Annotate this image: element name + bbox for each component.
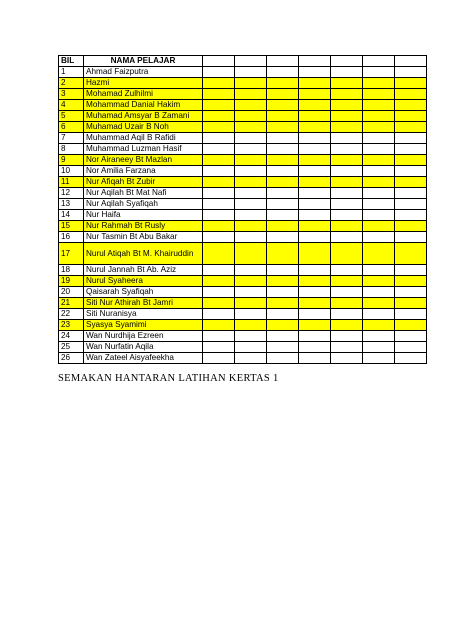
blank-check-cell <box>235 331 267 342</box>
blank-check-cell <box>331 188 363 199</box>
blank-check-cell <box>331 210 363 221</box>
blank-check-cell <box>203 298 235 309</box>
blank-check-cell <box>267 100 299 111</box>
blank-check-cell <box>395 331 427 342</box>
blank-check-cell <box>395 265 427 276</box>
blank-check-cell <box>363 144 395 155</box>
blank-check-cell <box>235 155 267 166</box>
blank-check-cell <box>203 67 235 78</box>
table-row <box>59 78 427 89</box>
blank-check-cell <box>267 232 299 243</box>
blank-check-cell <box>363 122 395 133</box>
blank-check-cell <box>331 177 363 188</box>
blank-check-cell <box>299 342 331 353</box>
blank-check-cell <box>363 89 395 100</box>
cell-bil: 16 <box>59 232 84 243</box>
blank-check-cell <box>363 221 395 232</box>
blank-check-cell <box>363 331 395 342</box>
blank-check-cell <box>203 232 235 243</box>
blank-check-cell <box>203 320 235 331</box>
table-row <box>59 309 427 320</box>
cell-student-name: Wan Nurfatin Aqila <box>84 342 203 353</box>
blank-check-cell <box>299 177 331 188</box>
blank-check-cell <box>203 199 235 210</box>
blank-check-cell <box>331 287 363 298</box>
blank-check-cell <box>363 265 395 276</box>
blank-check-cell <box>331 232 363 243</box>
blank-check-cell <box>299 144 331 155</box>
blank-check-cell <box>299 210 331 221</box>
blank-check-cell <box>267 177 299 188</box>
blank-check-cell <box>395 199 427 210</box>
cell-student-name: Muhammad Aqil B Rafidi <box>84 133 203 144</box>
blank-check-cell <box>203 221 235 232</box>
cell-bil: 7 <box>59 133 84 144</box>
blank-check-cell <box>235 221 267 232</box>
blank-check-cell <box>203 122 235 133</box>
blank-check-cell <box>395 298 427 309</box>
blank-check-cell <box>299 199 331 210</box>
blank-check-cell <box>235 89 267 100</box>
blank-check-cell <box>267 199 299 210</box>
blank-check-cell <box>363 177 395 188</box>
blank-check-cell <box>267 188 299 199</box>
blank-check-cell <box>331 144 363 155</box>
table-row <box>59 210 427 221</box>
blank-check-cell <box>363 133 395 144</box>
blank-check-cell <box>299 287 331 298</box>
blank-check-cell <box>235 243 267 265</box>
blank-check-cell <box>203 166 235 177</box>
blank-check-cell <box>395 221 427 232</box>
cell-bil: 6 <box>59 122 84 133</box>
blank-check-cell <box>203 353 235 364</box>
blank-check-cell <box>331 111 363 122</box>
blank-check-cell <box>395 210 427 221</box>
blank-check-cell <box>363 342 395 353</box>
cell-student-name: Hazmi <box>84 78 203 89</box>
header-blank-cell <box>331 56 363 67</box>
blank-check-cell <box>299 331 331 342</box>
blank-check-cell <box>235 100 267 111</box>
table-row <box>59 221 427 232</box>
blank-check-cell <box>299 353 331 364</box>
cell-bil: 4 <box>59 100 84 111</box>
blank-check-cell <box>363 67 395 78</box>
blank-check-cell <box>267 265 299 276</box>
blank-check-cell <box>235 287 267 298</box>
blank-check-cell <box>235 122 267 133</box>
blank-check-cell <box>235 320 267 331</box>
blank-check-cell <box>363 309 395 320</box>
blank-check-cell <box>267 89 299 100</box>
blank-check-cell <box>203 89 235 100</box>
blank-check-cell <box>331 122 363 133</box>
blank-check-cell <box>267 111 299 122</box>
blank-check-cell <box>395 342 427 353</box>
blank-check-cell <box>235 309 267 320</box>
blank-check-cell <box>395 309 427 320</box>
cell-student-name: Nur Rahmah Bt Rusly <box>84 221 203 232</box>
table-row <box>59 67 427 78</box>
blank-check-cell <box>331 342 363 353</box>
blank-check-cell <box>235 133 267 144</box>
header-blank-cell <box>267 56 299 67</box>
blank-check-cell <box>235 144 267 155</box>
blank-check-cell <box>395 287 427 298</box>
blank-check-cell <box>363 166 395 177</box>
blank-check-cell <box>299 243 331 265</box>
blank-check-cell <box>267 353 299 364</box>
cell-bil: 20 <box>59 287 84 298</box>
blank-check-cell <box>235 166 267 177</box>
cell-bil: 17 <box>59 243 84 265</box>
blank-check-cell <box>395 353 427 364</box>
blank-check-cell <box>299 276 331 287</box>
document-caption: SEMAKAN HANTARAN LATIHAN KERTAS 1 <box>58 373 279 384</box>
blank-check-cell <box>203 78 235 89</box>
header-blank-cell <box>363 56 395 67</box>
blank-check-cell <box>235 78 267 89</box>
cell-student-name: Nor Airaneey Bt Mazlan <box>84 155 203 166</box>
cell-student-name: Nur Aqilah Syafiqah <box>84 199 203 210</box>
blank-check-cell <box>267 144 299 155</box>
cell-bil: 21 <box>59 298 84 309</box>
blank-check-cell <box>331 199 363 210</box>
cell-student-name: Nor Amilia Farzana <box>84 166 203 177</box>
cell-bil: 13 <box>59 199 84 210</box>
cell-bil: 25 <box>59 342 84 353</box>
blank-check-cell <box>395 232 427 243</box>
blank-check-cell <box>203 309 235 320</box>
cell-student-name: Mohammad Danial Hakim <box>84 100 203 111</box>
blank-check-cell <box>267 133 299 144</box>
blank-check-cell <box>331 276 363 287</box>
blank-check-cell <box>299 133 331 144</box>
blank-check-cell <box>203 243 235 265</box>
table-header-row <box>59 56 427 67</box>
table-row <box>59 265 427 276</box>
blank-check-cell <box>299 78 331 89</box>
blank-check-cell <box>395 243 427 265</box>
cell-bil: 14 <box>59 210 84 221</box>
blank-check-cell <box>267 166 299 177</box>
cell-bil: 9 <box>59 155 84 166</box>
blank-check-cell <box>267 221 299 232</box>
cell-student-name: Wan Nurdhija Ezreen <box>84 331 203 342</box>
blank-check-cell <box>235 177 267 188</box>
cell-student-name: Muhammad Luzman Hasif <box>84 144 203 155</box>
blank-check-cell <box>331 265 363 276</box>
blank-check-cell <box>267 342 299 353</box>
blank-check-cell <box>363 243 395 265</box>
blank-check-cell <box>331 243 363 265</box>
blank-check-cell <box>363 78 395 89</box>
cell-bil: 2 <box>59 78 84 89</box>
table-row <box>59 232 427 243</box>
blank-check-cell <box>203 144 235 155</box>
cell-bil: 11 <box>59 177 84 188</box>
blank-check-cell <box>395 166 427 177</box>
blank-check-cell <box>203 155 235 166</box>
student-table <box>58 55 427 364</box>
blank-check-cell <box>235 67 267 78</box>
cell-student-name: Nurul Atiqah Bt M. Khairuddin <box>84 243 203 265</box>
cell-bil: 10 <box>59 166 84 177</box>
cell-bil: 8 <box>59 144 84 155</box>
blank-check-cell <box>235 276 267 287</box>
blank-check-cell <box>363 199 395 210</box>
cell-student-name: Nur Haifa <box>84 210 203 221</box>
blank-check-cell <box>363 298 395 309</box>
cell-student-name: Nurul Syaheera <box>84 276 203 287</box>
table-row <box>59 144 427 155</box>
blank-check-cell <box>331 320 363 331</box>
blank-check-cell <box>203 265 235 276</box>
cell-student-name: Qaisarah Syafiqah <box>84 287 203 298</box>
blank-check-cell <box>299 221 331 232</box>
blank-check-cell <box>395 188 427 199</box>
header-blank-cell <box>235 56 267 67</box>
blank-check-cell <box>267 287 299 298</box>
table-row <box>59 199 427 210</box>
blank-check-cell <box>203 177 235 188</box>
blank-check-cell <box>267 309 299 320</box>
table-row <box>59 320 427 331</box>
blank-check-cell <box>363 320 395 331</box>
blank-check-cell <box>331 133 363 144</box>
blank-check-cell <box>363 188 395 199</box>
header-bil: BIL <box>59 56 84 67</box>
table-row <box>59 89 427 100</box>
blank-check-cell <box>299 298 331 309</box>
blank-check-cell <box>299 111 331 122</box>
cell-student-name: Wan Zateel Aisyafeekha <box>84 353 203 364</box>
blank-check-cell <box>267 298 299 309</box>
blank-check-cell <box>331 155 363 166</box>
blank-check-cell <box>267 210 299 221</box>
cell-student-name: Syasya Syamimi <box>84 320 203 331</box>
blank-check-cell <box>331 166 363 177</box>
blank-check-cell <box>299 67 331 78</box>
blank-check-cell <box>203 276 235 287</box>
blank-check-cell <box>395 89 427 100</box>
cell-student-name: Mohamad Zulhilmi <box>84 89 203 100</box>
blank-check-cell <box>299 89 331 100</box>
blank-check-cell <box>203 287 235 298</box>
blank-check-cell <box>331 78 363 89</box>
blank-check-cell <box>235 265 267 276</box>
blank-check-cell <box>267 320 299 331</box>
blank-check-cell <box>203 331 235 342</box>
blank-check-cell <box>299 309 331 320</box>
blank-check-cell <box>331 67 363 78</box>
table-row <box>59 122 427 133</box>
cell-bil: 26 <box>59 353 84 364</box>
blank-check-cell <box>395 320 427 331</box>
table-row <box>59 243 427 265</box>
blank-check-cell <box>395 78 427 89</box>
blank-check-cell <box>395 133 427 144</box>
blank-check-cell <box>331 353 363 364</box>
blank-check-cell <box>299 320 331 331</box>
blank-check-cell <box>235 353 267 364</box>
blank-check-cell <box>267 78 299 89</box>
blank-check-cell <box>203 100 235 111</box>
blank-check-cell <box>331 298 363 309</box>
blank-check-cell <box>299 122 331 133</box>
table-row <box>59 298 427 309</box>
blank-check-cell <box>363 155 395 166</box>
blank-check-cell <box>299 166 331 177</box>
cell-bil: 5 <box>59 111 84 122</box>
blank-check-cell <box>235 210 267 221</box>
blank-check-cell <box>395 67 427 78</box>
blank-check-cell <box>363 276 395 287</box>
blank-check-cell <box>363 210 395 221</box>
blank-check-cell <box>395 276 427 287</box>
table-row <box>59 133 427 144</box>
blank-check-cell <box>299 232 331 243</box>
cell-student-name: Muhamad Amsyar B Zamani <box>84 111 203 122</box>
blank-check-cell <box>235 232 267 243</box>
blank-check-cell <box>235 188 267 199</box>
cell-student-name: Nurul Jannah Bt Ab. Aziz <box>84 265 203 276</box>
blank-check-cell <box>203 188 235 199</box>
table-row <box>59 100 427 111</box>
blank-check-cell <box>235 199 267 210</box>
blank-check-cell <box>363 353 395 364</box>
blank-check-cell <box>267 122 299 133</box>
cell-bil: 3 <box>59 89 84 100</box>
cell-student-name: Ahmad Faizputra <box>84 67 203 78</box>
cell-student-name: Nur Tasmin Bt Abu Bakar <box>84 232 203 243</box>
blank-check-cell <box>203 111 235 122</box>
blank-check-cell <box>395 111 427 122</box>
cell-bil: 1 <box>59 67 84 78</box>
blank-check-cell <box>267 331 299 342</box>
blank-check-cell <box>267 243 299 265</box>
table-row <box>59 188 427 199</box>
blank-check-cell <box>363 111 395 122</box>
header-blank-cell <box>299 56 331 67</box>
table-row <box>59 166 427 177</box>
blank-check-cell <box>331 331 363 342</box>
blank-check-cell <box>395 122 427 133</box>
header-nama-pelajar: NAMA PELAJAR <box>84 56 203 67</box>
cell-bil: 12 <box>59 188 84 199</box>
blank-check-cell <box>203 210 235 221</box>
blank-check-cell <box>363 287 395 298</box>
cell-student-name: Nur Afiqah Bt Zubir <box>84 177 203 188</box>
blank-check-cell <box>235 298 267 309</box>
table-row <box>59 111 427 122</box>
blank-check-cell <box>331 221 363 232</box>
blank-check-cell <box>267 67 299 78</box>
table-row <box>59 331 427 342</box>
blank-check-cell <box>395 177 427 188</box>
table-row <box>59 276 427 287</box>
table-row <box>59 353 427 364</box>
cell-bil: 18 <box>59 265 84 276</box>
blank-check-cell <box>363 232 395 243</box>
blank-check-cell <box>267 276 299 287</box>
cell-bil: 15 <box>59 221 84 232</box>
cell-student-name: Nur Aqilah Bt Mat Nafi <box>84 188 203 199</box>
blank-check-cell <box>299 265 331 276</box>
blank-check-cell <box>299 155 331 166</box>
blank-check-cell <box>331 100 363 111</box>
cell-bil: 22 <box>59 309 84 320</box>
blank-check-cell <box>331 89 363 100</box>
header-blank-cell <box>395 56 427 67</box>
cell-student-name: Siti Nur Athirah Bt Jamri <box>84 298 203 309</box>
cell-student-name: Muhamad Uzair B Noh <box>84 122 203 133</box>
cell-student-name: Siti Nuranisya <box>84 309 203 320</box>
cell-bil: 19 <box>59 276 84 287</box>
table-row <box>59 287 427 298</box>
blank-check-cell <box>395 144 427 155</box>
blank-check-cell <box>235 342 267 353</box>
blank-check-cell <box>235 111 267 122</box>
table-row <box>59 342 427 353</box>
table-row <box>59 177 427 188</box>
blank-check-cell <box>395 155 427 166</box>
blank-check-cell <box>363 100 395 111</box>
blank-check-cell <box>203 133 235 144</box>
table-row <box>59 155 427 166</box>
blank-check-cell <box>331 309 363 320</box>
cell-bil: 24 <box>59 331 84 342</box>
blank-check-cell <box>299 188 331 199</box>
header-blank-cell <box>203 56 235 67</box>
blank-check-cell <box>299 100 331 111</box>
blank-check-cell <box>203 342 235 353</box>
blank-check-cell <box>267 155 299 166</box>
cell-bil: 23 <box>59 320 84 331</box>
blank-check-cell <box>395 100 427 111</box>
